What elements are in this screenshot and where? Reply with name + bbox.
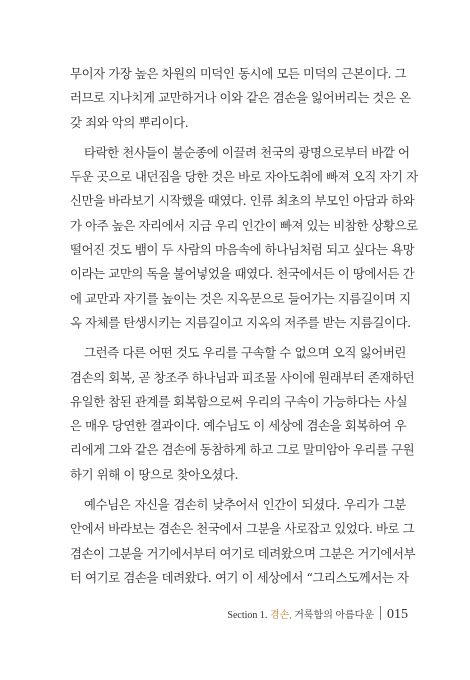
text-line: 타락한 천사들이 불순종에 이끌려 천국의 광명으로부터 바깥 어 <box>84 144 410 160</box>
text-line: 떨어진 것도 뱀이 두 사람의 마음속에 하나님처럼 되고 싶다는 욕망 <box>70 242 415 258</box>
paragraph-2 <box>70 141 418 335</box>
text-line: 신만을 바라보기 시작했을 때였다. 인류 최초의 부모인 아담과 하와 <box>70 193 415 209</box>
page-number: 015 <box>387 607 408 622</box>
footer-divider <box>380 606 381 620</box>
paragraph-1 <box>70 62 411 135</box>
section-subtitle: 거룩함의 아름다운 <box>294 610 374 621</box>
section-topic: 겸손, <box>269 610 292 621</box>
text-line: 두운 곳으로 내던짐을 당한 것은 바로 자아도취에 빠져 오직 자기 자 <box>70 169 418 185</box>
text-line: 갖 죄와 악의 뿌리이다. <box>70 114 189 130</box>
text-line: 리에게 그와 같은 겸손에 동참하게 하고 그로 말미암아 우리를 구원 <box>70 442 415 458</box>
text-line: 겸손이 그분을 거기에서부터 여기로 데려왔으며 그분은 거기에서부 <box>70 545 416 561</box>
text-line: 에 교만과 자기를 높이는 것은 지옥문으로 들어가는 지름길이며 지 <box>70 290 411 306</box>
text-line: 옥 자체를 탄생시키는 지름길이고 지옥의 저주를 받는 지름길이다. <box>70 314 411 330</box>
paragraph-3 <box>70 341 415 487</box>
text-line: 유일한 참된 관계를 회복함으로써 우리의 구속이 가능하다는 사실 <box>70 393 408 409</box>
text-line: 가 아주 높은 자리에서 지금 우리 인간이 빠져 있는 비참한 상황으로 <box>70 217 418 233</box>
text-line: 겸손의 회복, 곧 창조주 하나님과 피조물 사이에 원래부터 존재하던 <box>70 369 415 385</box>
text-line: 은 매우 당연한 결과이다. 예수님도 이 세상에 겸손을 회복하여 우 <box>70 418 407 434</box>
section-label: Section 1. <box>227 610 268 621</box>
text-line: 예수님은 자신을 겸손히 낮추어서 인간이 되셨다. 우리가 그분 <box>84 497 406 513</box>
text-line: 터 여기로 겸손을 데려왔다. 여기 이 세상에서 “그리스도께서는 자 <box>70 569 409 585</box>
body-text <box>70 62 418 590</box>
text-line: 무이자 가장 높은 차원의 미덕인 동시에 모든 미덕의 근본이다. 그 <box>70 66 407 81</box>
page-footer <box>227 604 408 623</box>
text-line: 이라는 교만의 독을 불어넣었을 때였다. 천국에서든 이 땅에서든 간 <box>70 266 415 282</box>
text-line: 하기 위해 이 땅으로 찾아오셨다. <box>70 466 239 482</box>
paragraph-4 <box>70 493 416 590</box>
text-line: 안에서 바라보는 겸손은 천국에서 그분을 사로잡고 있었다. 바로 그 <box>70 521 415 537</box>
text-line: 러므로 지나치게 교만하거나 이와 같은 겸손을 잃어버리는 것은 온 <box>70 90 411 106</box>
text-line: 그런즉 다른 어떤 것도 우리를 구속할 수 없으며 오직 잃어버린 <box>84 345 406 361</box>
